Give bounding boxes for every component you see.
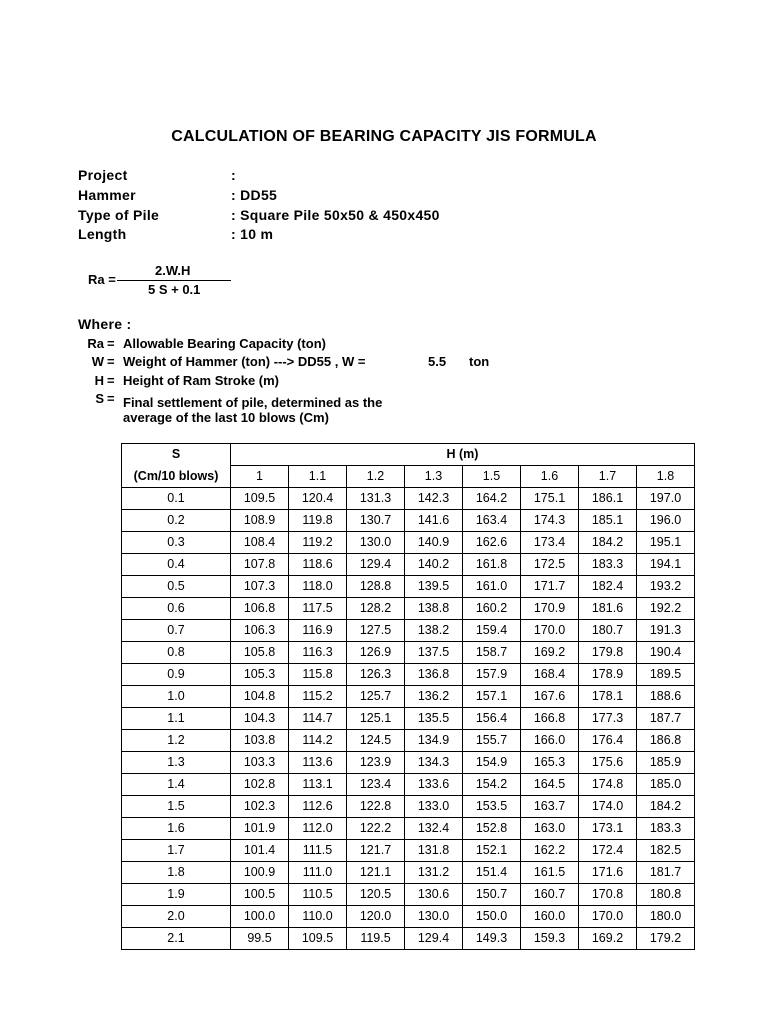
capacity-cell: 180.0 [637,906,695,928]
capacity-cell: 136.8 [405,664,463,686]
capacity-cell: 184.2 [637,796,695,818]
s-value-cell: 1.0 [122,686,231,708]
capacity-cell: 151.4 [463,862,521,884]
capacity-cell: 140.2 [405,554,463,576]
table-row [122,598,695,620]
capacity-cell: 193.2 [637,576,695,598]
capacity-cell: 134.9 [405,730,463,752]
capacity-cell: 132.4 [405,818,463,840]
capacity-cell: 197.0 [637,488,695,510]
capacity-cell: 161.0 [463,576,521,598]
capacity-cell: 190.4 [637,642,695,664]
capacity-cell: 119.2 [289,532,347,554]
table-row [122,532,695,554]
capacity-cell: 99.5 [231,928,289,950]
capacity-cell: 163.0 [521,818,579,840]
capacity-cell: 134.3 [405,752,463,774]
h-value-header: 1.5 [463,466,521,488]
capacity-cell: 113.1 [289,774,347,796]
capacity-cell: 129.4 [405,928,463,950]
capacity-cell: 108.4 [231,532,289,554]
table-row [122,576,695,598]
capacity-cell: 125.1 [347,708,405,730]
capacity-cell: 116.3 [289,642,347,664]
capacity-cell: 158.7 [463,642,521,664]
capacity-cell: 164.5 [521,774,579,796]
capacity-cell: 153.5 [463,796,521,818]
capacity-cell: 129.4 [347,554,405,576]
def-h-text: Height of Ram Stroke (m) [123,373,280,388]
capacity-cell: 137.5 [405,642,463,664]
def-s-text-line2: average of the last 10 blows (Cm) [123,410,329,425]
capacity-cell: 181.6 [579,598,637,620]
s-value-cell: 2.1 [122,928,231,950]
capacity-cell: 119.8 [289,510,347,532]
table-body [122,488,695,950]
capacity-cell: 113.6 [289,752,347,774]
capacity-cell: 162.6 [463,532,521,554]
table-row [122,510,695,532]
h-value-header: 1.8 [637,466,695,488]
capacity-cell: 173.1 [579,818,637,840]
h-value-header: 1.2 [347,466,405,488]
capacity-cell: 160.0 [521,906,579,928]
capacity-cell: 178.9 [579,664,637,686]
capacity-cell: 169.2 [521,642,579,664]
table-row [122,708,695,730]
capacity-cell: 196.0 [637,510,695,532]
capacity-cell: 182.5 [637,840,695,862]
table-row [122,774,695,796]
table-row [122,686,695,708]
table-row [122,642,695,664]
capacity-cell: 126.3 [347,664,405,686]
table-row [122,928,695,950]
capacity-cell: 174.3 [521,510,579,532]
capacity-cell: 195.1 [637,532,695,554]
capacity-cell: 133.6 [405,774,463,796]
capacity-cell: 105.8 [231,642,289,664]
capacity-cell: 109.5 [289,928,347,950]
capacity-cell: 140.9 [405,532,463,554]
capacity-cell: 119.5 [347,928,405,950]
capacity-cell: 114.2 [289,730,347,752]
capacity-cell: 185.9 [637,752,695,774]
capacity-cell: 124.5 [347,730,405,752]
capacity-cell: 174.8 [579,774,637,796]
capacity-cell: 170.9 [521,598,579,620]
capacity-cell: 100.0 [231,906,289,928]
def-h-equals: = [107,373,115,388]
capacity-cell: 120.0 [347,906,405,928]
fraction-bar [117,280,231,281]
h-value-header: 1.7 [579,466,637,488]
s-value-cell: 0.2 [122,510,231,532]
s-value-cell: 0.3 [122,532,231,554]
capacity-cell: 115.8 [289,664,347,686]
capacity-cell: 117.5 [289,598,347,620]
capacity-cell: 182.4 [579,576,637,598]
capacity-cell: 163.7 [521,796,579,818]
capacity-cell: 141.6 [405,510,463,532]
capacity-cell: 185.0 [637,774,695,796]
s-value-cell: 1.7 [122,840,231,862]
formula-lhs: Ra = [88,272,116,287]
capacity-cell: 169.2 [579,928,637,950]
capacity-cell: 138.8 [405,598,463,620]
capacity-cell: 154.2 [463,774,521,796]
def-h-symbol: H [94,373,104,388]
capacity-cell: 180.7 [579,620,637,642]
capacity-cell: 122.2 [347,818,405,840]
capacity-cell: 152.1 [463,840,521,862]
capacity-cell: 171.6 [579,862,637,884]
s-value-cell: 1.3 [122,752,231,774]
capacity-cell: 152.8 [463,818,521,840]
capacity-cell: 108.9 [231,510,289,532]
s-value-cell: 0.6 [122,598,231,620]
capacity-cell: 126.9 [347,642,405,664]
h-value-header: 1.6 [521,466,579,488]
capacity-cell: 103.8 [231,730,289,752]
length-label: Length [78,226,127,242]
capacity-cell: 118.0 [289,576,347,598]
capacity-cell: 101.9 [231,818,289,840]
capacity-cell: 159.4 [463,620,521,642]
capacity-cell: 166.8 [521,708,579,730]
project-label: Project [78,167,128,183]
capacity-cell: 167.6 [521,686,579,708]
capacity-cell: 135.5 [405,708,463,730]
capacity-cell: 114.7 [289,708,347,730]
h-group-header: H (m) [231,444,695,466]
capacity-cell: 133.0 [405,796,463,818]
s-value-cell: 0.7 [122,620,231,642]
def-w-equals: = [107,354,115,369]
capacity-cell: 118.6 [289,554,347,576]
table-row [122,862,695,884]
s-column-header: S [122,444,231,466]
capacity-cell: 150.7 [463,884,521,906]
capacity-cell: 106.3 [231,620,289,642]
capacity-cell: 111.0 [289,862,347,884]
capacity-cell: 184.2 [579,532,637,554]
capacity-cell: 181.7 [637,862,695,884]
capacity-cell: 186.8 [637,730,695,752]
def-ra-equals: = [107,336,115,351]
capacity-cell: 111.5 [289,840,347,862]
def-s-equals: = [107,391,115,406]
table-row [122,840,695,862]
table-row [122,664,695,686]
table-row [122,906,695,928]
capacity-cell: 191.3 [637,620,695,642]
capacity-cell: 194.1 [637,554,695,576]
capacity-cell: 150.0 [463,906,521,928]
capacity-cell: 123.4 [347,774,405,796]
capacity-cell: 115.2 [289,686,347,708]
def-w-symbol: W [91,354,104,369]
s-value-cell: 0.8 [122,642,231,664]
capacity-cell: 131.2 [405,862,463,884]
capacity-cell: 161.5 [521,862,579,884]
s-value-cell: 1.1 [122,708,231,730]
capacity-cell: 170.8 [579,884,637,906]
capacity-cell: 128.8 [347,576,405,598]
h-values-row [122,466,695,488]
capacity-cell: 175.6 [579,752,637,774]
capacity-cell: 121.1 [347,862,405,884]
table-row [122,884,695,906]
capacity-cell: 160.2 [463,598,521,620]
s-value-cell: 1.4 [122,774,231,796]
capacity-cell: 163.4 [463,510,521,532]
capacity-cell: 170.0 [521,620,579,642]
capacity-cell: 120.5 [347,884,405,906]
capacity-cell: 178.1 [579,686,637,708]
capacity-cell: 154.9 [463,752,521,774]
capacity-cell: 106.8 [231,598,289,620]
def-s-symbol: S [95,391,104,406]
capacity-cell: 110.5 [289,884,347,906]
capacity-cell: 188.6 [637,686,695,708]
capacity-cell: 107.8 [231,554,289,576]
hammer-label: Hammer [78,187,136,203]
capacity-cell: 183.3 [637,818,695,840]
pile-type-label: Type of Pile [78,207,160,223]
page-title: CALCULATION OF BEARING CAPACITY JIS FORMULA [171,128,597,145]
s-value-cell: 1.2 [122,730,231,752]
capacity-cell: 159.3 [521,928,579,950]
capacity-cell: 104.3 [231,708,289,730]
capacity-cell: 164.2 [463,488,521,510]
capacity-cell: 165.3 [521,752,579,774]
capacity-cell: 112.0 [289,818,347,840]
capacity-cell: 128.2 [347,598,405,620]
capacity-cell: 170.0 [579,906,637,928]
capacity-cell: 186.1 [579,488,637,510]
capacity-cell: 131.3 [347,488,405,510]
capacity-cell: 189.5 [637,664,695,686]
capacity-cell: 130.0 [347,532,405,554]
capacity-cell: 142.3 [405,488,463,510]
capacity-cell: 155.7 [463,730,521,752]
capacity-cell: 120.4 [289,488,347,510]
capacity-cell: 156.4 [463,708,521,730]
capacity-cell: 180.8 [637,884,695,906]
table-row [122,620,695,642]
s-value-cell: 1.6 [122,818,231,840]
pile-type-value: : Square Pile 50x50 & 450x450 [231,207,440,223]
def-s-text: Final settlement of pile, determined as the [123,395,383,410]
length-value: : 10 m [231,226,274,242]
capacity-cell: 157.9 [463,664,521,686]
capacity-cell: 139.5 [405,576,463,598]
capacity-cell: 109.5 [231,488,289,510]
formula-denominator: 5 S + 0.1 [148,282,201,297]
project-value: : [231,167,236,183]
capacity-cell: 116.9 [289,620,347,642]
where-heading: Where : [78,316,132,332]
capacity-cell: 100.5 [231,884,289,906]
formula-numerator: 2.W.H [155,263,191,278]
capacity-cell: 130.0 [405,906,463,928]
capacity-cell: 176.4 [579,730,637,752]
capacity-cell: 131.8 [405,840,463,862]
hammer-weight-unit: ton [469,354,490,369]
capacity-cell: 138.2 [405,620,463,642]
capacity-cell: 104.8 [231,686,289,708]
capacity-cell: 122.8 [347,796,405,818]
capacity-cell: 136.2 [405,686,463,708]
capacity-cell: 175.1 [521,488,579,510]
h-value-header: 1.1 [289,466,347,488]
table-row [122,730,695,752]
s-value-cell: 1.5 [122,796,231,818]
capacity-cell: 168.4 [521,664,579,686]
capacity-cell: 179.8 [579,642,637,664]
capacity-cell: 177.3 [579,708,637,730]
capacity-cell: 103.3 [231,752,289,774]
capacity-cell: 187.7 [637,708,695,730]
table-row [122,554,695,576]
capacity-cell: 123.9 [347,752,405,774]
capacity-cell: 107.3 [231,576,289,598]
capacity-cell: 157.1 [463,686,521,708]
capacity-cell: 160.7 [521,884,579,906]
capacity-cell: 100.9 [231,862,289,884]
def-ra-symbol: Ra [87,336,104,351]
capacity-cell: 161.8 [463,554,521,576]
capacity-cell: 174.0 [579,796,637,818]
s-value-cell: 1.8 [122,862,231,884]
table-row [122,752,695,774]
hammer-weight-value: 5.5 [428,354,447,369]
s-value-cell: 0.9 [122,664,231,686]
capacity-cell: 179.2 [637,928,695,950]
h-value-header: 1.3 [405,466,463,488]
capacity-cell: 183.3 [579,554,637,576]
capacity-cell: 110.0 [289,906,347,928]
capacity-cell: 130.6 [405,884,463,906]
def-w-text: Weight of Hammer (ton) ---> DD55 , W = [123,354,366,369]
capacity-cell: 105.3 [231,664,289,686]
capacity-cell: 130.7 [347,510,405,532]
capacity-cell: 125.7 [347,686,405,708]
s-value-cell: 1.9 [122,884,231,906]
capacity-cell: 185.1 [579,510,637,532]
s-unit-header: (Cm/10 blows) [122,466,231,488]
capacity-cell: 166.0 [521,730,579,752]
table-row [122,796,695,818]
capacity-cell: 121.7 [347,840,405,862]
bearing-capacity-table [121,443,695,950]
h-value-header: 1 [231,466,289,488]
capacity-cell: 162.2 [521,840,579,862]
table-row [122,818,695,840]
s-value-cell: 0.5 [122,576,231,598]
s-value-cell: 0.1 [122,488,231,510]
capacity-cell: 102.3 [231,796,289,818]
capacity-cell: 172.4 [579,840,637,862]
capacity-cell: 149.3 [463,928,521,950]
capacity-cell: 172.5 [521,554,579,576]
capacity-cell: 112.6 [289,796,347,818]
s-value-cell: 2.0 [122,906,231,928]
capacity-cell: 127.5 [347,620,405,642]
def-ra-text: Allowable Bearing Capacity (ton) [123,336,326,351]
capacity-cell: 171.7 [521,576,579,598]
table-row [122,488,695,510]
capacity-cell: 102.8 [231,774,289,796]
capacity-cell: 173.4 [521,532,579,554]
hammer-value: : DD55 [231,187,278,203]
capacity-cell: 101.4 [231,840,289,862]
capacity-cell: 192.2 [637,598,695,620]
s-value-cell: 0.4 [122,554,231,576]
